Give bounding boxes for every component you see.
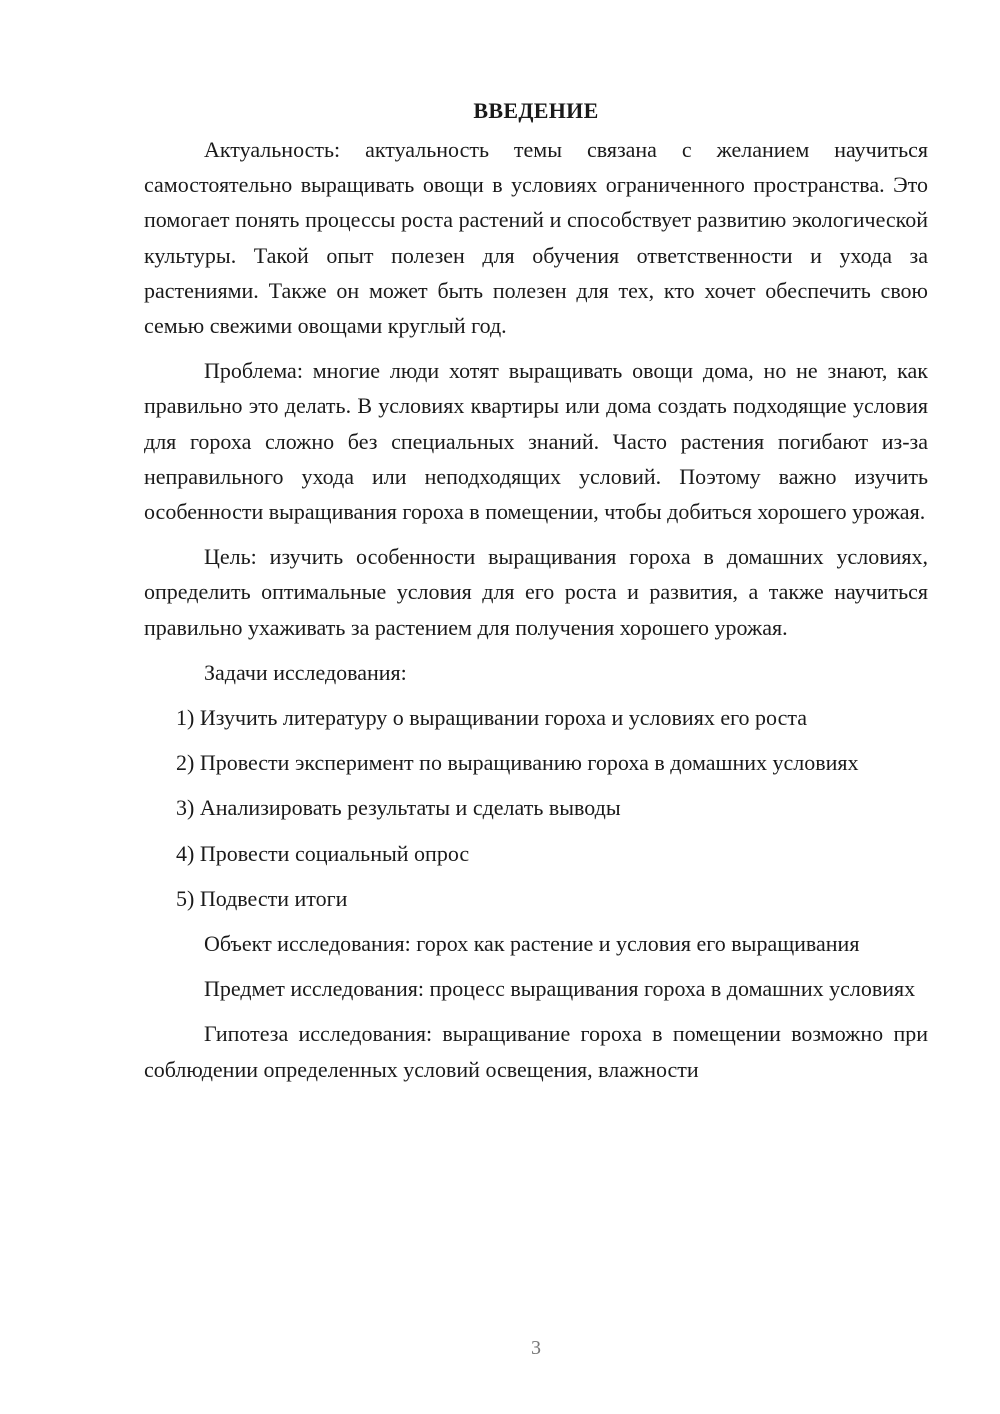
section-title: ВВЕДЕНИЕ	[473, 98, 599, 123]
paragraph-goal: Цель: изучить особенности выращивания гороха в домашних условиях, определить оптимальные условия для его роста и развития, а также научиться правильно ухаживать за растением для получения хорошего урожая.	[144, 544, 928, 640]
task-item-2: 2) Провести эксперимент по выращиванию гороха в домашних условиях	[176, 750, 859, 776]
paragraph-tasks-heading: Задачи исследования:	[204, 659, 407, 685]
page-number: 3	[531, 1337, 541, 1359]
task-item-4: 4) Провести социальный опрос	[176, 840, 470, 866]
task-item-5: 5) Подвести итоги	[176, 885, 348, 911]
paragraph-problem: Проблема: многие люди хотят выращивать овощи дома, но не знают, как правильно это делать. В условиях квартиры или дома создать подходящие условия для гороха сложно без специальных знаний. Часто растения погибают из-за неправильного ухода или неподходящих условий. Поэтому важно изучить особенности выращивания гороха в помещении, чтобы добиться хорошего урожая.	[144, 358, 928, 525]
task-item-1: 1) Изучить литературу о выращивании гороха и условиях его роста	[176, 705, 808, 731]
task-item-3: 3) Анализировать результаты и сделать выводы	[176, 795, 621, 821]
paragraph-relevance: Актуальность: актуальность темы связана с желанием научиться самостоятельно выращивать овощи в условиях ограниченного пространства. Это помогает понять процессы роста растений и способствует развитию экологической культуры. Такой опыт полезен для обучения ответственности и ухода за растениями. Также он может быть полезен для тех, кто хочет обеспечить свою семью свежими овощами круглый год.	[144, 137, 928, 339]
paragraph-object: Объект исследования: горох как растение и условия его выращивания	[204, 931, 860, 957]
paragraph-subject: Предмет исследования: процесс выращивания гороха в домашних условиях	[204, 976, 916, 1002]
document-body	[144, 94, 928, 1097]
paragraph-hypothesis: Гипотеза исследования: выращивание гороха в помещении возможно при соблюдении определенных условий освещения, влажности	[144, 1021, 928, 1082]
